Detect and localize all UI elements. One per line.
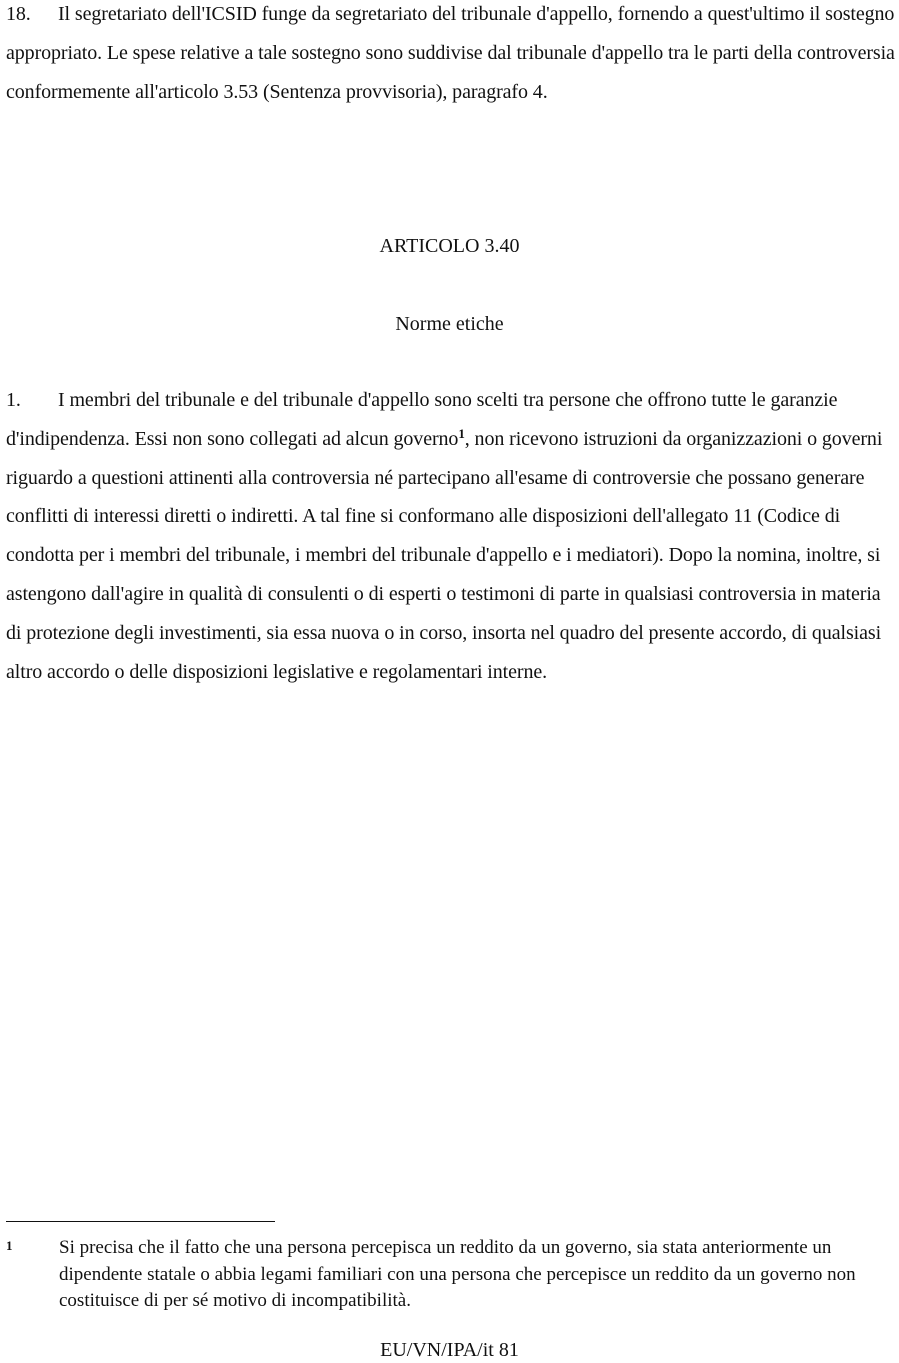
footnote-mark: 1 (6, 1238, 13, 1253)
footnote-separator (6, 1221, 275, 1222)
footnote-text: Si precisa che il fatto che una persona percepisca un reddito da un governo, sia stata anteriormente un dipendente statale o abbia legami familiari con una persona che percepisce un reddito da un governo non costituisce di per sé motivo di incompatibilità. (59, 1237, 856, 1311)
footnote-reference[interactable]: 1 (458, 425, 465, 441)
article-heading: ARTICOLO 3.40 (379, 235, 520, 257)
paragraph-text-part-1: I membri del tribunale e del tribunale d'appello sono scelti tra persone che offrono tutte le garanzie d'indipendenza. Essi non sono collegati ad alcun governo (6, 389, 838, 450)
paragraph-text-part-2: , non ricevono istruzioni da organizzazioni o governi riguardo a questioni attinenti alla controversia né partecipano all'esame di controversie che possano generare conflitti di interessi diretti o indiretti. A tal fine si conformano alle disposizioni dell'allegato 11 (Codice di condotta per i membri del tribunale, i membri del tribunale d'appello e i mediatori). Dopo la nomina, inoltre, si astengono dall'agire in qualità di consulenti o di esperti o testimoni di parte in qualsiasi controversia in materia di protezione degli investimenti, sia essa nuova o in corso, insorta nel quadro del presente accordo, di qualsiasi altro accordo o delle disposizioni legislative e regolamentari interne. (6, 427, 883, 683)
paragraph-18 (6, 0, 896, 111)
paragraph-text: Il segretariato dell'ICSID funge da segretariato del tribunale d'appello, fornendo a quest'ultimo il sostegno appropriato. Le spese relative a tale sostegno sono suddivise dal tribunale d'appello tra le parti della controversia conformemente all'articolo 3.53 (Sentenza provvisoria), paragrafo 4. (6, 3, 895, 103)
page-code: EU/VN/IPA/it 81 (380, 1339, 519, 1361)
article-title: Norme etiche (395, 313, 504, 335)
paragraph-number: 18. (6, 3, 31, 25)
footnote (6, 1235, 896, 1315)
paragraph-1 (6, 381, 896, 691)
paragraph-number: 1. (6, 389, 21, 411)
